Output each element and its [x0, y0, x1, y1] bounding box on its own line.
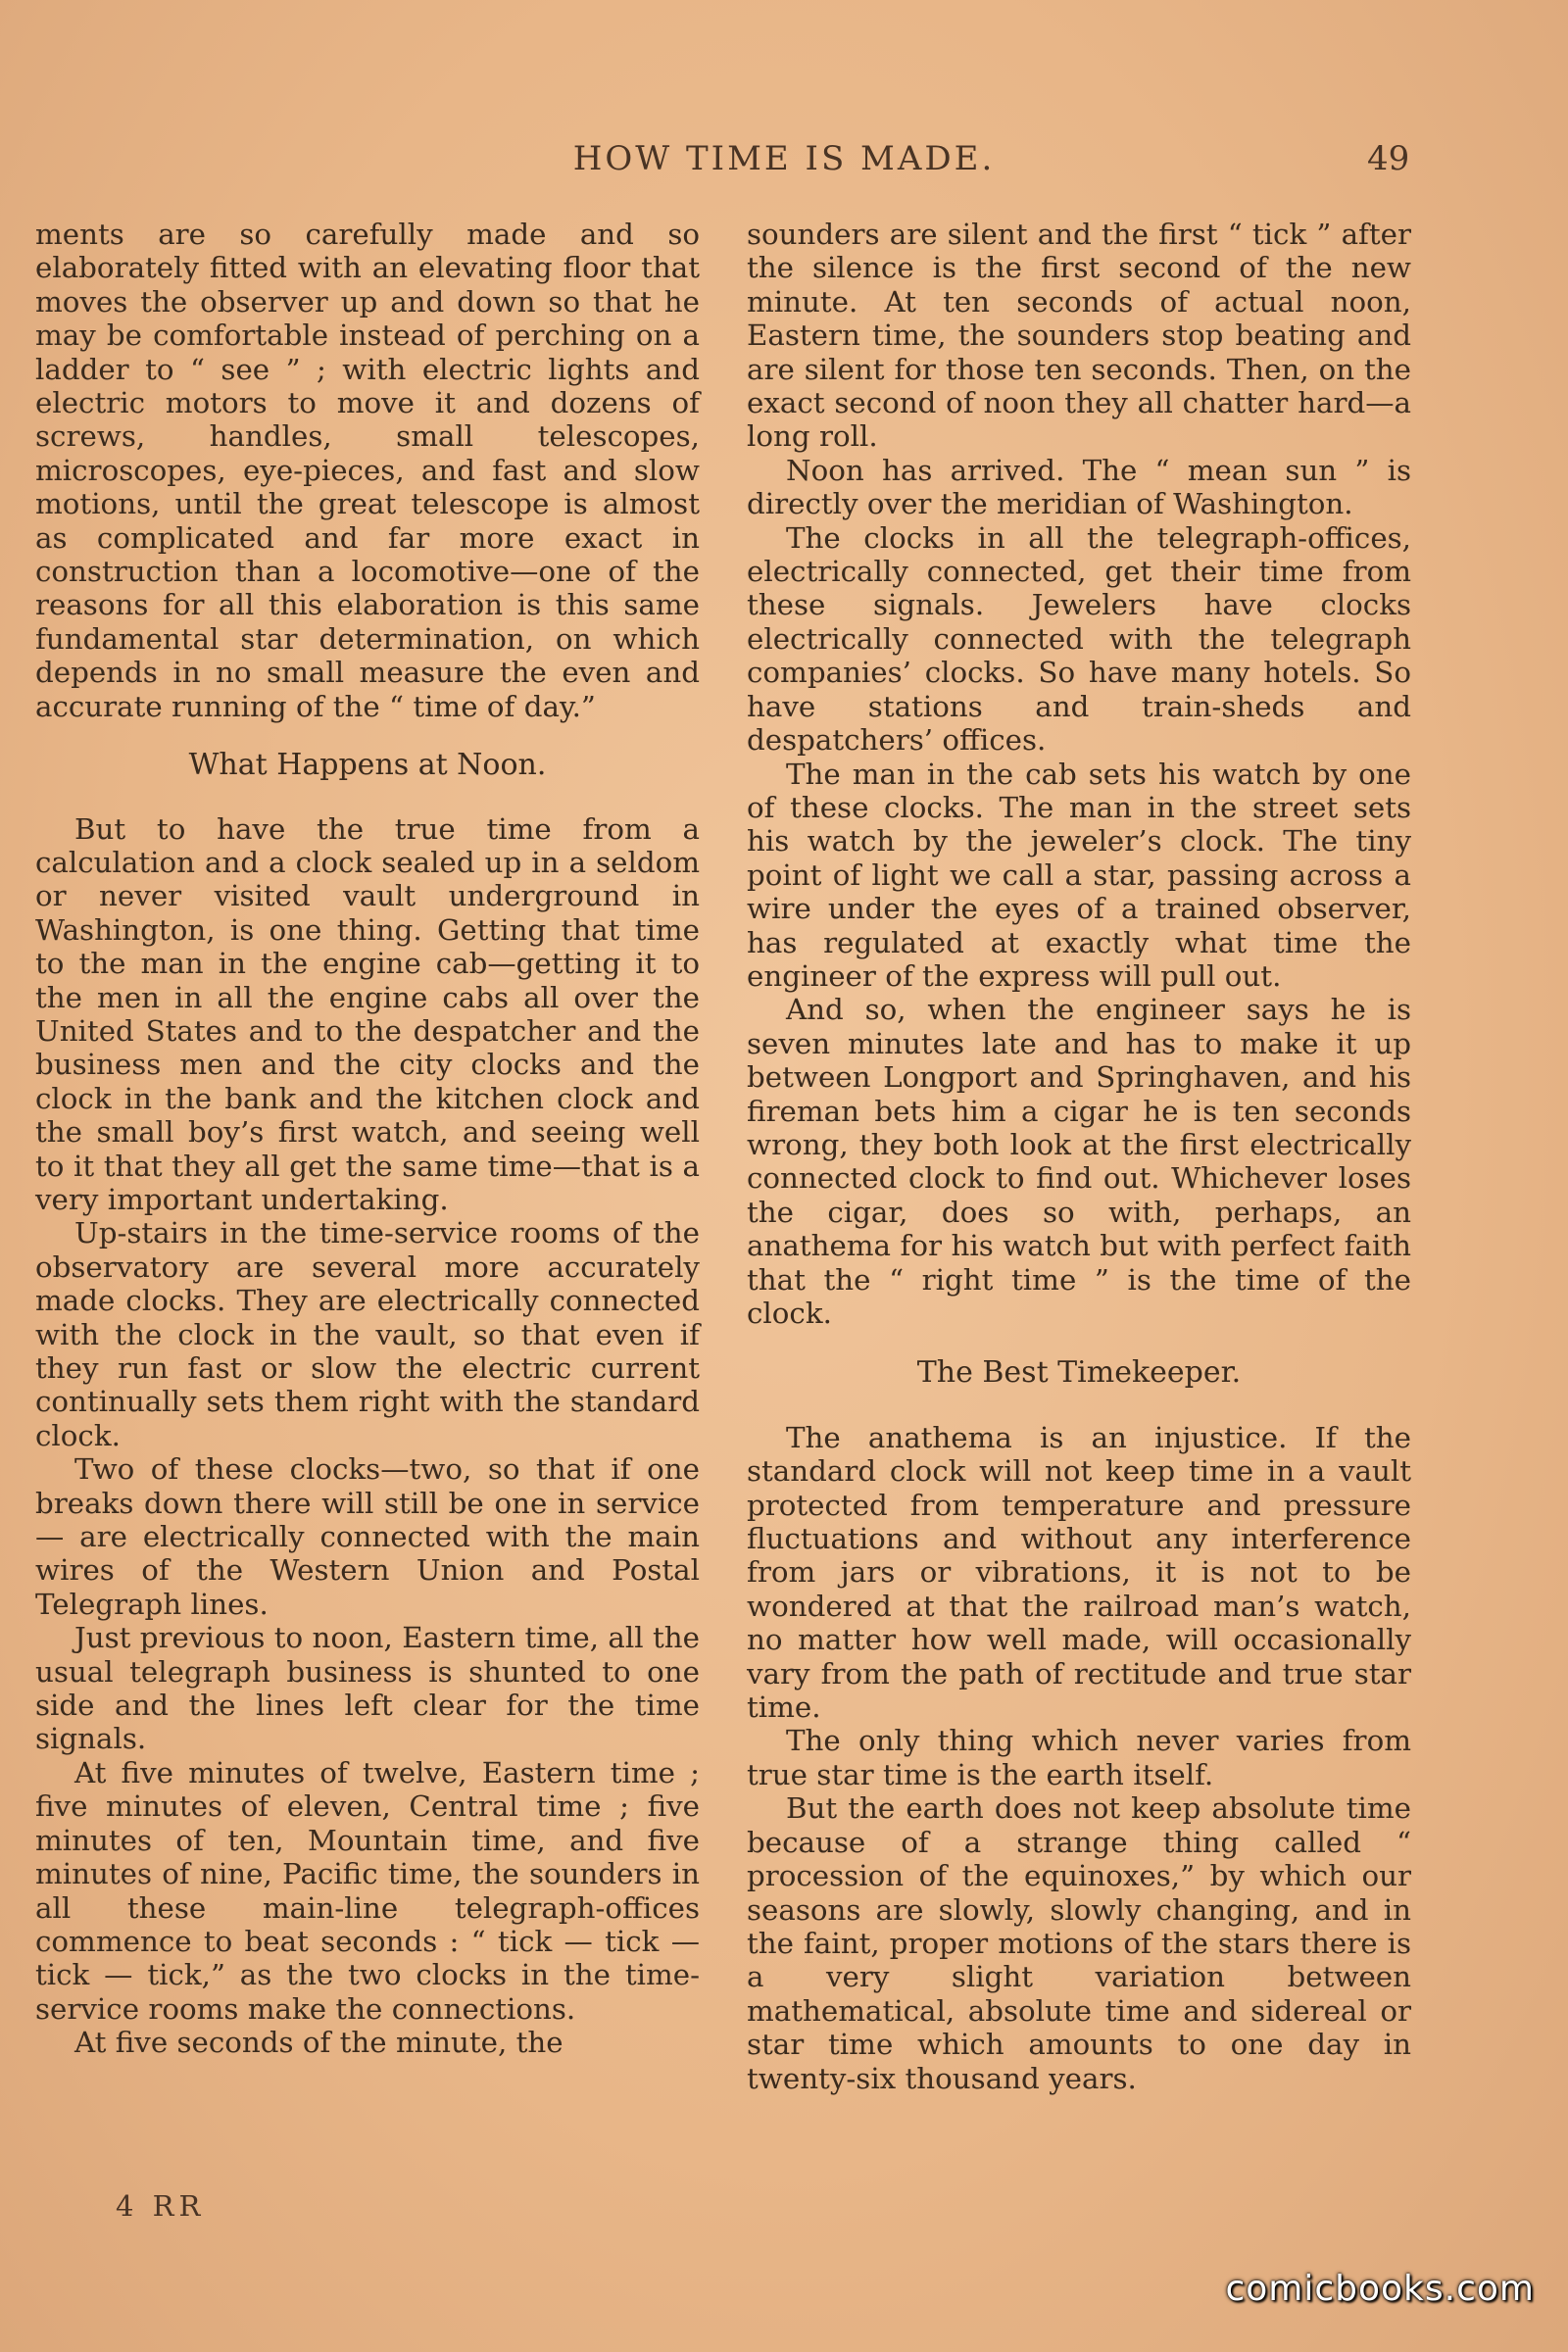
paragraph: But the earth does not keep absolute time because of a strange thing called “ procession of the equinoxes,” by which our seasons are slowly, slowly changing, and in the faint, proper motions of the stars there is a very slight variation between mathematical, absolute time and sidereal or star time which amounts to one day in twenty-six thousand years.	[747, 1791, 1411, 2095]
paragraph: Noon has arrived. The “ mean sun ” is directly over the meridian of Washington.	[747, 453, 1411, 521]
paragraph: Up-stairs in the time-service rooms of the observatory are several more accurately made clocks. They are electrically connected with the clock in the vault, so that even if they run fast or slow the electric current continually sets them right with the standard clock.	[35, 1216, 700, 1452]
paragraph: And so, when the engineer says he is seven minutes late and has to make it up between Longport and Springhaven, and his fireman bets him a cigar he is ten seconds wrong, they both look at the first electrically connected clock to find out. Whichever loses the cigar, does so with, perhaps, an anathema for his watch but with perfect faith that the “ right time ” is the time of the clock.	[747, 993, 1411, 1330]
right-column	[747, 218, 1411, 2095]
section-heading: What Happens at Noon.	[188, 748, 547, 783]
left-column	[35, 218, 700, 2060]
running-title: HOW TIME IS MADE.	[572, 139, 996, 178]
paragraph: The anathema is an injustice. If the standard clock will not keep time in a vault protected from temperature and pressure fluctuations and without any interference from jars or vibrations, it is not to be wondered at that the railroad man’s watch, no matter how well made, will occasionally vary from the path of rectitude and true star time.	[747, 1420, 1411, 1725]
paragraph: But to have the true time from a calculation and a clock sealed up in a seldom or never visited vault underground in Washington, is one thing. Getting that time to the man in the engine cab—getting it to the men in all the engine cabs all over the United States and to the despatcher and the business men and the city clocks and the clock in the bank and the kitchen clock and the small boy’s first watch, and seeing well to it that they all get the same time—that is a very important undertaking.	[35, 811, 700, 1216]
section-heading: The Best Timekeeper.	[916, 1355, 1242, 1391]
paragraph: At five minutes of twelve, Eastern time ; five minutes of eleven, Central time ; five minutes of ten, Mountain time, and five minutes of nine, Pacific time, the sounders in all these main-line telegraph-offices commence to beat seconds : “ tick — tick — tick — tick,” as the two clocks in the time-service rooms make the connections.	[35, 1755, 700, 2026]
running-head	[0, 139, 1568, 188]
paragraph: The man in the cab sets his watch by one of these clocks. The man in the street sets his watch by the jeweler’s clock. The tiny point of light we call a star, passing across a wire under the eyes of a trained observer, has regulated at exactly what time the engineer of the express will pull out.	[747, 757, 1411, 993]
paragraph: The clocks in all the telegraph-offices, electrically connected, get their time from these signals. Jewelers have clocks electrically connected with the telegraph companies’ clocks. So have many hotels. So have stations and train-sheds and despatchers’ offices.	[747, 520, 1411, 758]
watermark: comicbooks.com	[1225, 2269, 1535, 2309]
page-number: 49	[1367, 139, 1410, 178]
paragraph: ments are so carefully made and so elaborately fitted with an elevating floor that moves the observer up and down so that he may be comfortable instead of perching on a ladder to “ see ” ; with electric lights and electric motors to move it and dozens of screws, handles, small telescopes, microscopes, eye-pieces, and fast and slow motions, until the great telescope is almost as complicated and far more exact in construction than a locomotive—one of the reasons for all this elaboration is this same fundamental star determination, on which depends in no small measure the even and accurate running of the “ time of day.”	[35, 218, 700, 723]
paragraph: sounders are silent and the first “ tick ” after the silence is the first second of the new minute. At ten seconds of actual noon, Eastern time, the sounders stop beating and are silent for those ten seconds. Then, on the exact second of noon they all chatter hard—a long roll.	[747, 218, 1411, 454]
paragraph: Just previous to noon, Eastern time, all the usual telegraph business is shunted to one side and the lines left clear for the time signals.	[35, 1621, 700, 1756]
paragraph: The only thing which never varies from true star time is the earth itself.	[747, 1724, 1411, 1791]
paragraph: Two of these clocks—two, so that if one breaks down there will still be one in service — are electrically connected with the main wires of the Western Union and Postal Telegraph lines.	[35, 1452, 700, 1621]
signature-mark: 4 RR	[116, 2189, 206, 2223]
paragraph: At five seconds of the minute, the	[74, 2026, 564, 2060]
